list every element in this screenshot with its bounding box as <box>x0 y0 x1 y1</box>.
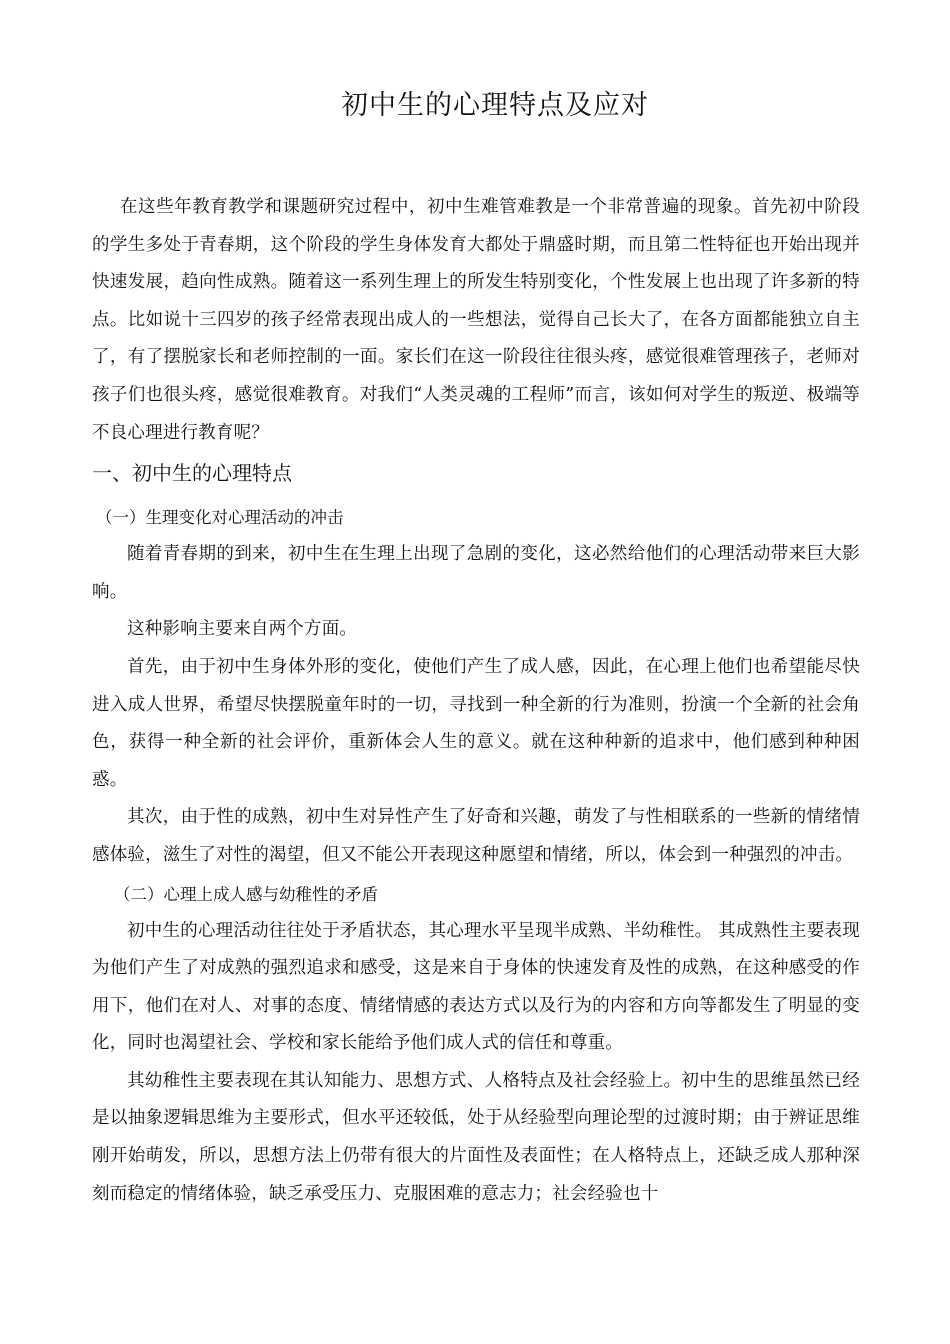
paragraph: 随着青春期的到来，初中生在生理上出现了急剧的变化，这必然给他们的心理活动带来巨大影响。 <box>92 544 860 602</box>
document-body <box>92 189 860 1213</box>
paragraph: 首先，由于初中生身体外形的变化，使他们产生了成人感，因此，在心理上他们也希望能尽快进入成人世界，希望尽快摆脱童年时的一切，寻找到一种全新的行为准则，扮演一个全新的社会角色，获得一种全新的社会评价，重新体会人生的意义。就在这种种新的追求中，他们感到种种困惑。 <box>92 656 860 790</box>
document-title: 初中生的心理特点及应对 <box>341 90 649 121</box>
subsection-heading-2: （二）心理上成人感与幼稚性的矛盾 <box>114 884 378 904</box>
paragraph: 初中生的心理活动往往处于矛盾状态，其心理水平呈现半成熟、半幼稚性。 其成熟性主要表现为他们产生了对成熟的强烈追求和感受，这是来自于身体的快速发育及性的成熟，在这种感受的作用下，他们在对人、对事的态度、情绪情感的表达方式以及行为的内容和方向等都发生了明显的变化，同时也渴望社会、学校和家长能给予他们成人式的信任和尊重。 <box>92 920 860 1054</box>
paragraph: 其次，由于性的成熟，初中生对异性产生了好奇和兴趣，萌发了与性相联系的一些新的情绪情感体验，滋生了对性的渴望，但又不能公开表现这种愿望和情绪，所以，体会到一种强烈的冲击。 <box>92 807 860 865</box>
section-heading-1: 一、初中生的心理特点 <box>92 461 292 486</box>
paragraph: 其幼稚性主要表现在其认知能力、思想方式、人格特点及社会经验上。初中生的思维虽然已经是以抽象逻辑思维为主要形式，但水平还较低，处于从经验型向理论型的过渡时期；由于辨证思维刚开始萌发，所以，思想方法上仍带有很大的片面性及表面性；在人格特点上，还缺乏成人那种深刻而稳定的情绪体验，缺乏承受压力、克服困难的意志力；社会经验也十 <box>92 1070 860 1204</box>
paragraph: 这种影响主要来自两个方面。 <box>127 619 358 640</box>
subsection-heading-1: （一）生理变化对心理活动的冲击 <box>96 508 344 528</box>
intro-paragraph: 在这些年教育教学和课题研究过程中，初中生难管难教是一个非常普遍的现象。首先初中阶段的学生多处于青春期，这个阶段的学生身体发育大都处于鼎盛时期，而且第二性特征也开始出现并快速发展，趋向性成熟。随着这一系列生理上的所发生特别变化，个性发展上也出现了许多新的特点。比如说十三四岁的孩子经常表现出成人的一些想法，觉得自己长大了，在各方面都能独立自主了，有了摆脱家长和老师控制的一面。家长们在这一阶段往往很头疼，感觉很难管理孩子，老师对孩子们也很头疼，感觉很难教育。对我们“人类灵魂的工程师”而言，该如何对学生的叛逆、极端等不良心理进行教育呢？ <box>92 197 860 443</box>
